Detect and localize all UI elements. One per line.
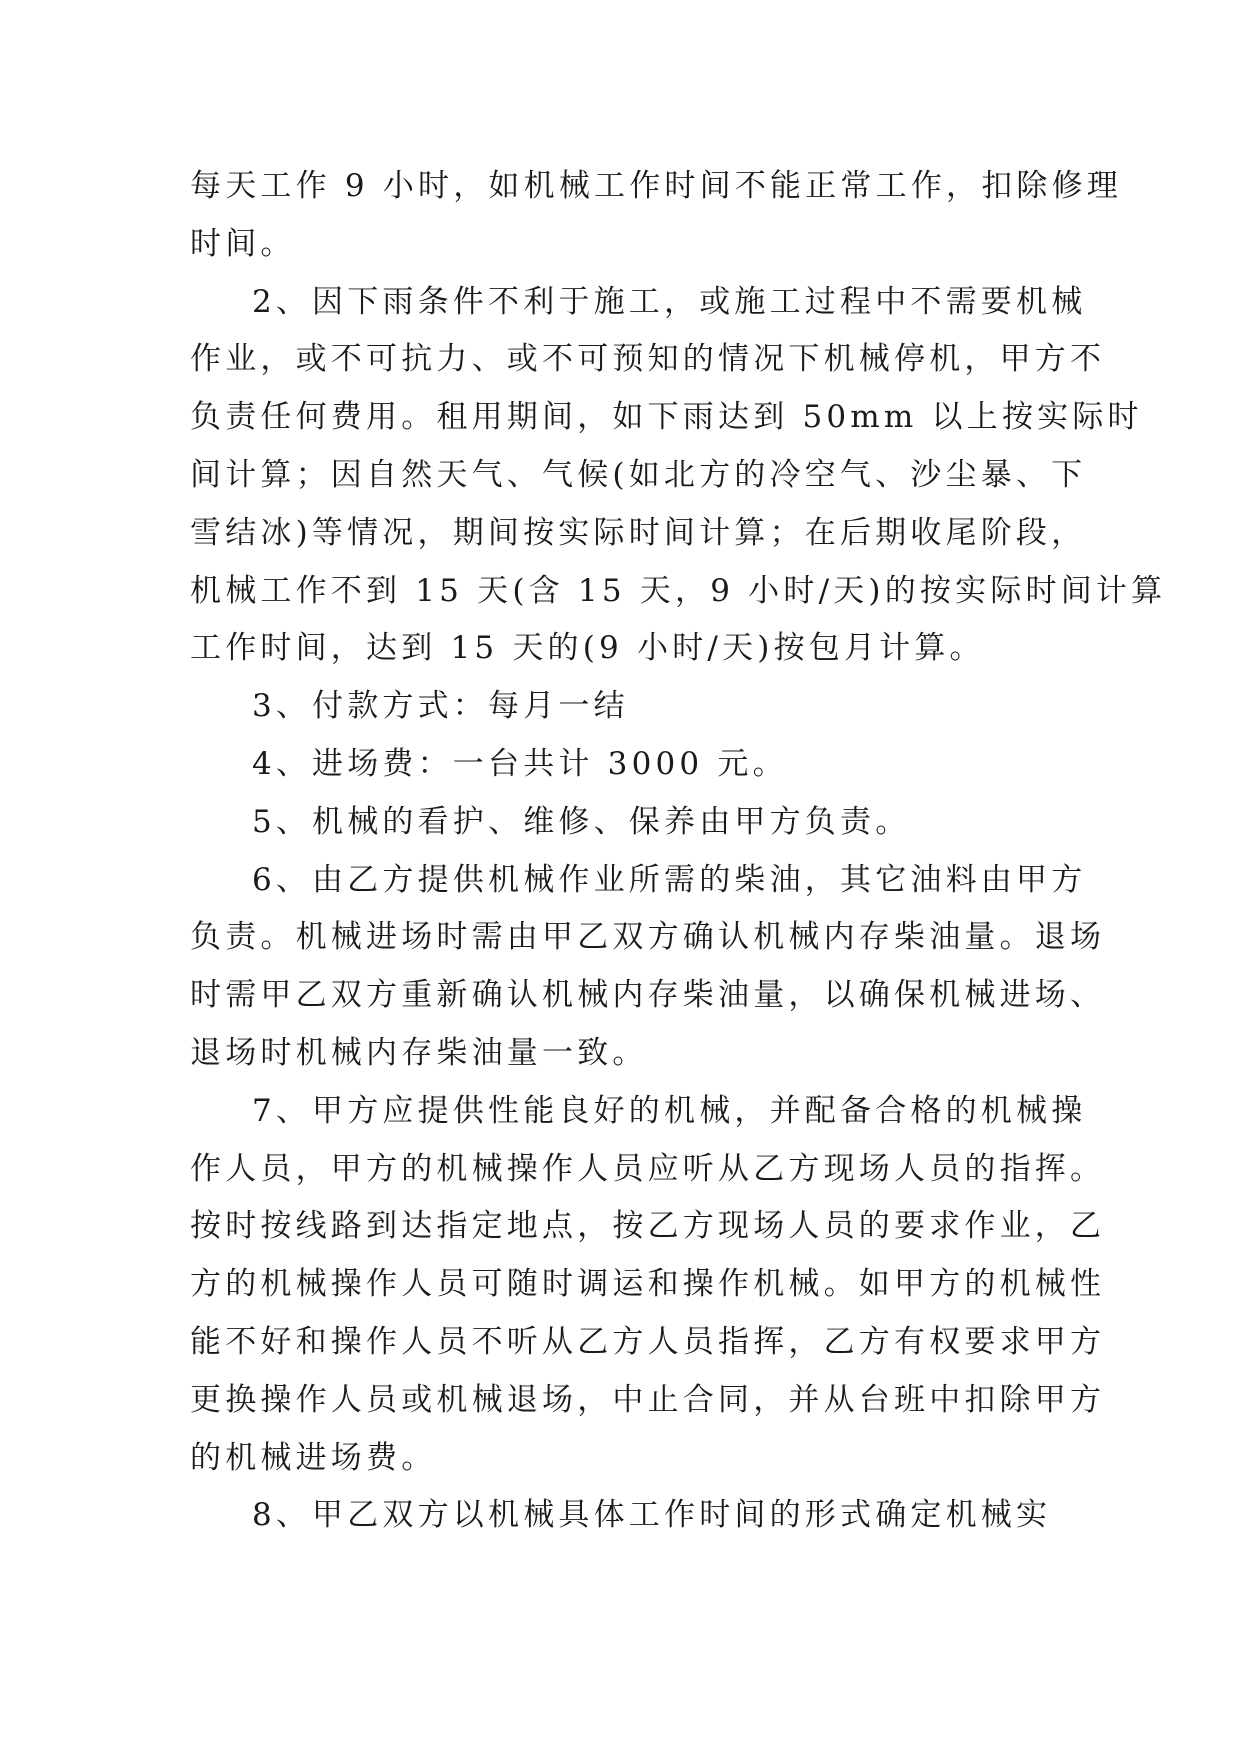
clause-2-line	[190, 274, 1087, 332]
text-line-20: 方的机械操作人员可随时调运和操作机械。如甲方的机械性	[190, 1266, 1106, 1303]
text-line-7: 雪结冰)等情况，期间按实际时间计算；在后期收尾阶段，	[190, 514, 1087, 551]
text-line-19: 按时按线路到达指定地点，按乙方现场人员的要求作业，乙	[190, 1208, 1106, 1245]
clause-number: 4、	[252, 745, 312, 782]
clause-4-line	[190, 736, 1070, 794]
text-line-14: 负责。机械进场时需由甲乙双方确认机械内存柴油量。退场	[190, 919, 1106, 956]
text-line-4: 作业，或不可抗力、或不可预知的情况下机械停机，甲方不	[190, 341, 1106, 378]
clause-number: 2、	[252, 283, 312, 320]
clause-text: 进场费：一台共计 3000 元。	[312, 745, 788, 782]
clause-text: 甲方应提供性能良好的机械，并配备合格的机械操	[312, 1092, 1087, 1129]
clause-number: 7、	[252, 1092, 312, 1129]
clause-5-line	[190, 794, 1070, 852]
text-line-5: 负责任何费用。租用期间，如下雨达到 50mm 以上按实际时	[190, 399, 1143, 436]
clause-text: 因下雨条件不利于施工，或施工过程中不需要机械	[312, 283, 1087, 320]
clause-number: 8、	[252, 1497, 312, 1534]
text-line-9: 工作时间，达到 15 天的(9 小时/天)按包月计算。	[190, 630, 985, 667]
text-line-21: 能不好和操作人员不听从乙方人员指挥，乙方有权要求甲方	[190, 1323, 1106, 1360]
clause-text: 付款方式：每月一结	[312, 688, 629, 725]
clause-text: 甲乙双方以机械具体工作时间的形式确定机械实	[312, 1497, 1052, 1534]
text-line-6: 间计算；因自然天气、气候(如北方的冷空气、沙尘暴、下	[190, 456, 1087, 493]
text-line-16: 退场时机械内存柴油量一致。	[190, 1034, 648, 1071]
clause-number: 3、	[252, 688, 312, 725]
clause-text: 机械的看护、维修、保养由甲方负责。	[312, 803, 911, 840]
text-line-1: 每天工作 9 小时，如机械工作时间不能正常工作，扣除修理	[190, 168, 1123, 204]
clause-number: 5、	[252, 803, 312, 840]
text-line-8: 机械工作不到 15 天(含 15 天，9 小时/天)的按实际时间计算	[190, 572, 1167, 609]
clause-7-line	[190, 1083, 1087, 1141]
clause-number: 6、	[252, 861, 312, 898]
clause-3-line	[190, 678, 1070, 736]
text-line-22: 更换操作人员或机械退场，中止合同，并从台班中扣除甲方	[190, 1381, 1106, 1418]
clause-6-line	[190, 852, 1087, 910]
text-line-2: 时间。	[190, 225, 296, 262]
text-line-15: 时需甲乙双方重新确认机械内存柴油量，以确保机械进场、	[190, 977, 1106, 1014]
clause-text: 由乙方提供机械作业所需的柴油，其它油料由甲方	[312, 861, 1087, 898]
text-line-23: 的机械进场费。	[190, 1439, 437, 1476]
contract-body-text	[190, 158, 1167, 1545]
text-line-18: 作人员，甲方的机械操作人员应听从乙方现场人员的指挥。	[190, 1150, 1106, 1187]
clause-8-line	[190, 1487, 1070, 1545]
